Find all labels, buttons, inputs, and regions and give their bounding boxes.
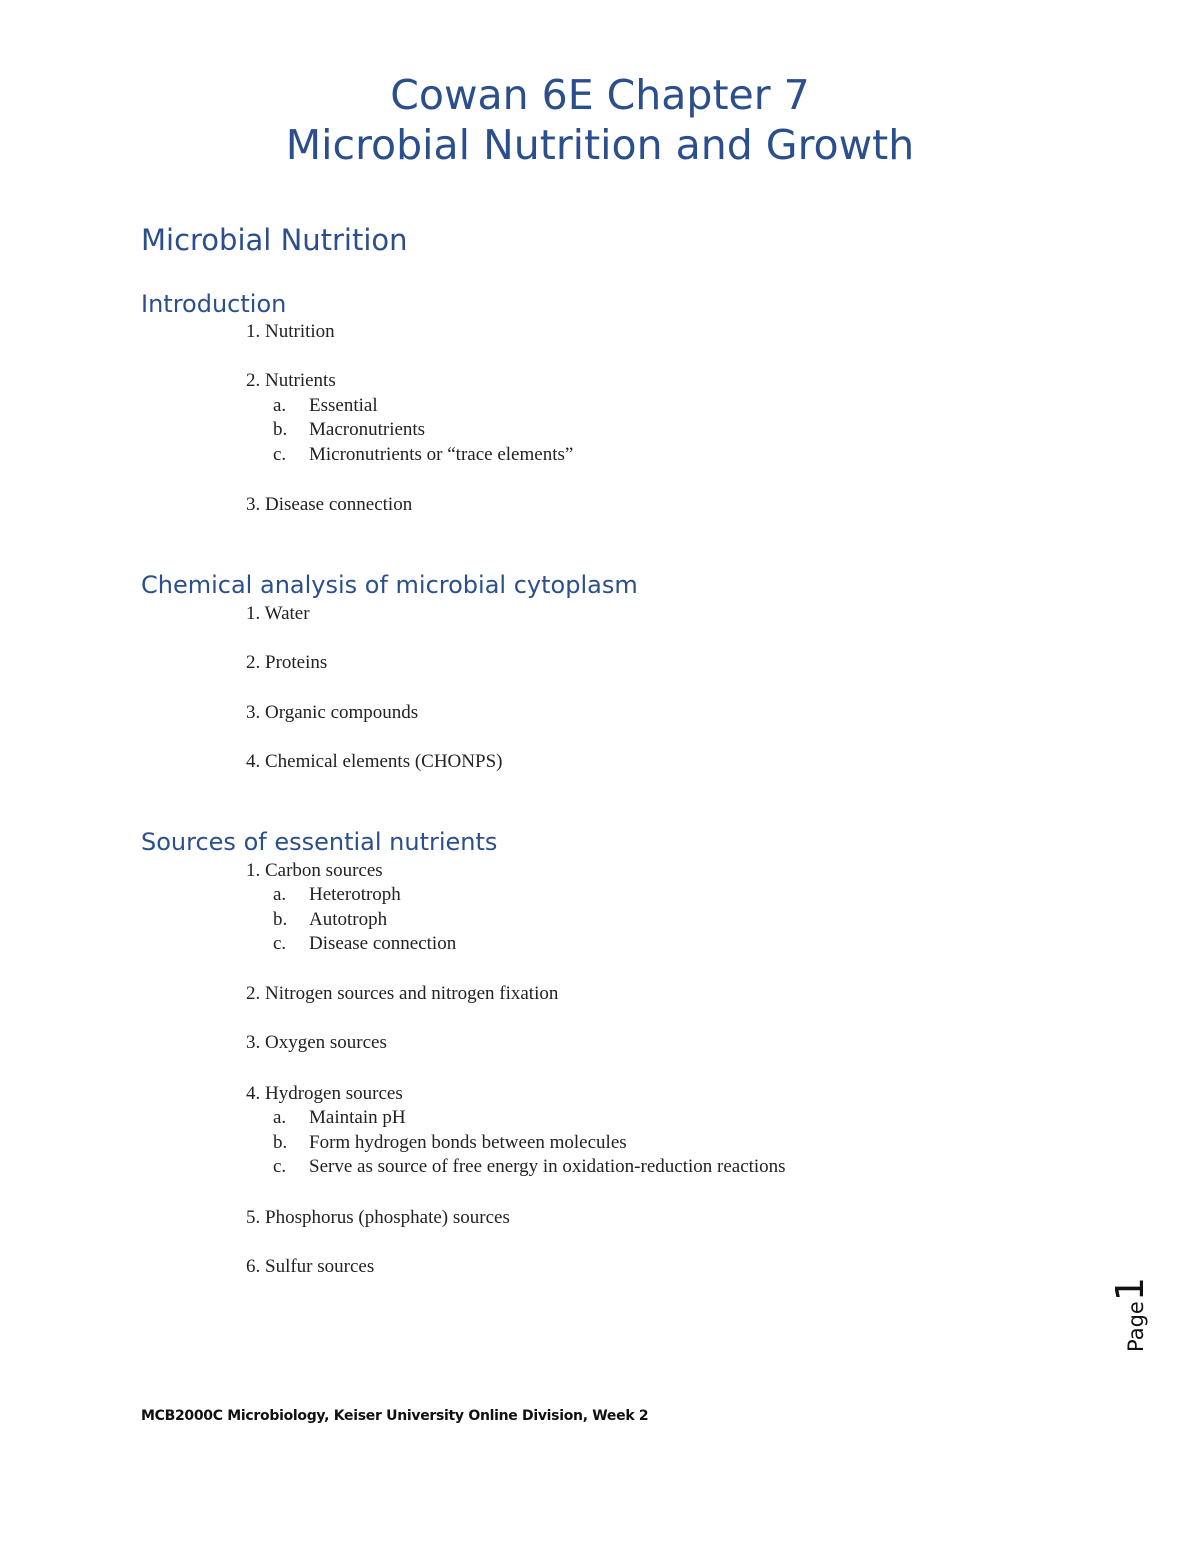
list-item: 3. Oxygen sources — [246, 1032, 387, 1053]
page-footer: MCB2000C Microbiology, Keiser University Online Division, Week 2 — [141, 1408, 649, 1424]
heading-microbial-nutrition: Microbial Nutrition — [141, 223, 408, 257]
sub-item-text: Autotroph — [309, 909, 388, 930]
list-item: 1. Nutrition — [246, 321, 335, 342]
heading-chemical-analysis: Chemical analysis of microbial cytoplasm — [141, 571, 638, 599]
list-item: 3. Disease connection — [246, 494, 413, 515]
list-item: 4. Chemical elements (CHONPS) — [246, 751, 503, 772]
sub-list-item — [273, 394, 378, 418]
list-item: 2. Proteins — [246, 652, 328, 673]
sub-item-letter: b. — [273, 909, 288, 930]
page-title — [0, 70, 1200, 170]
sub-list-item — [273, 418, 425, 442]
sub-item-letter: a. — [273, 395, 287, 416]
page-number: 1 — [1108, 1276, 1152, 1302]
page-word: Page — [1124, 1301, 1148, 1352]
list-item: 5. Phosphorus (phosphate) sources — [246, 1207, 510, 1228]
sub-item-letter: c. — [273, 1156, 287, 1177]
list-item: 2. Nitrogen sources and nitrogen fixation — [246, 983, 559, 1004]
sub-item-text: Heterotroph — [309, 884, 401, 905]
sub-item-text: Form hydrogen bonds between molecules — [309, 1132, 627, 1153]
sub-item-letter: c. — [273, 933, 287, 954]
list-item: 2. Nutrients — [246, 370, 336, 391]
sub-list-item — [273, 1131, 627, 1155]
heading-sources-nutrients: Sources of essential nutrients — [141, 828, 498, 856]
sub-item-letter: a. — [273, 884, 287, 905]
sub-list-item — [273, 883, 401, 907]
list-item: 6. Sulfur sources — [246, 1256, 375, 1277]
sub-item-text: Macronutrients — [309, 419, 426, 440]
list-item: 1. Carbon sources — [246, 860, 383, 881]
sub-item-text: Serve as source of free energy in oxidation-reduction reactions — [309, 1156, 786, 1177]
list-item: 4. Hydrogen sources — [246, 1083, 403, 1104]
sub-list-item — [273, 932, 456, 956]
sub-item-letter: c. — [273, 444, 287, 465]
title-line-1: Cowan 6E Chapter 7 — [390, 71, 810, 119]
sub-item-text: Disease connection — [309, 933, 457, 954]
sub-list-item — [273, 1155, 786, 1179]
sub-list-item — [273, 443, 573, 467]
title-line-2: Microbial Nutrition and Growth — [285, 121, 915, 169]
sub-list-item — [273, 908, 387, 932]
sub-item-letter: b. — [273, 1132, 288, 1153]
list-item: 3. Organic compounds — [246, 702, 419, 723]
sub-item-text: Micronutrients or “trace elements” — [309, 444, 574, 465]
sub-item-letter: a. — [273, 1107, 287, 1128]
heading-introduction: Introduction — [141, 290, 287, 318]
list-item: 1. Water — [246, 603, 310, 624]
sub-item-text: Essential — [309, 395, 378, 416]
page-number-marker — [1108, 1277, 1152, 1352]
sub-item-text: Maintain pH — [309, 1107, 406, 1128]
sub-item-letter: b. — [273, 419, 288, 440]
sub-list-item — [273, 1106, 406, 1130]
